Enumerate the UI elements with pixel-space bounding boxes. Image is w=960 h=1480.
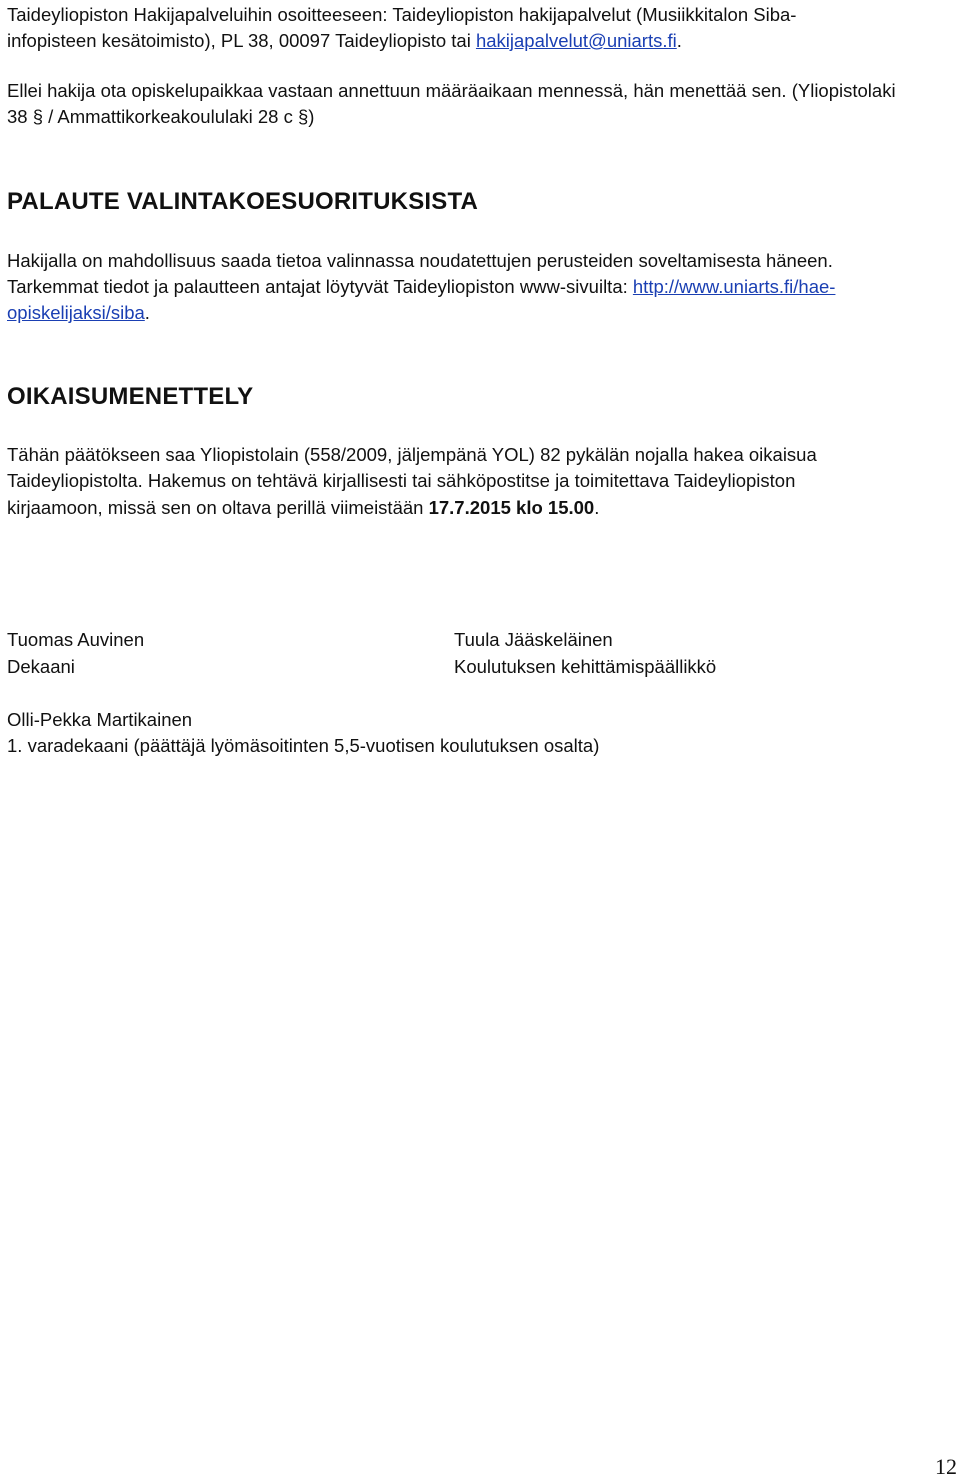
feedback-line-1: Hakijalla on mahdollisuus saada tietoa valinnassa noudatettujen perusteiden soveltamisesta häneen. [7, 250, 833, 271]
website-link-part-1[interactable]: http://www.uniarts.fi/hae- [632, 276, 836, 297]
signatory-1-name: Tuomas Auvinen [7, 629, 145, 650]
feedback-text: Tarkemmat tiedot ja palautteen antajat löytyvät Taideyliopiston www-sivuilta: [7, 276, 633, 297]
feedback-heading: PALAUTE VALINTAKOESUORITUKSISTA [7, 188, 479, 215]
intro-line-2 [7, 28, 682, 54]
feedback-line-3 [7, 300, 150, 326]
deadline-note-line-2: 38 § / Ammattikorkeakoululaki 28 c §) [7, 106, 315, 127]
intro-period: . [676, 30, 682, 51]
signatory-2-name: Tuula Jääskeläinen [454, 629, 613, 650]
appeal-deadline: 17.7.2015 klo 15.00 [428, 497, 595, 518]
appeal-line-2: Taideyliopistolta. Hakemus on tehtävä kirjallisesti tai sähköpostitse ja toimitettava Taideyliopiston [7, 470, 796, 491]
feedback-line-2 [7, 274, 835, 300]
appeal-period: . [594, 497, 600, 518]
signatory-1-title: Dekaani [7, 656, 75, 677]
appeal-line-3 [7, 495, 599, 521]
feedback-period: . [144, 302, 150, 323]
signatory-2-title: Koulutuksen kehittämispäällikkö [454, 656, 717, 677]
website-link-part-2[interactable]: opiskelijaksi/siba [7, 302, 145, 323]
signatory-3-name: Olli-Pekka Martikainen [7, 709, 193, 730]
intro-line-1: Taideyliopiston Hakijapalveluihin osoitteeseen: Taideyliopiston hakijapalvelut (Musiikkitalon Siba- [7, 4, 797, 25]
email-link[interactable]: hakijapalvelut@uniarts.fi [475, 30, 677, 51]
appeal-heading: OIKAISUMENETTELY [7, 383, 254, 410]
appeal-text: kirjaamoon, missä sen on oltava perillä viimeistään [7, 497, 429, 518]
signatory-3-title: 1. varadekaani (päättäjä lyömäsoitinten 5,5-vuotisen koulutuksen osalta) [7, 735, 600, 756]
page-number: 12 [935, 1454, 957, 1479]
intro-text: infopisteen kesätoimisto), PL 38, 00097 Taideyliopisto tai [7, 30, 476, 51]
deadline-note-line-1: Ellei hakija ota opiskelupaikkaa vastaan annettuun määräaikaan mennessä, hän menettää sen. (Yliopistolaki [7, 80, 896, 101]
appeal-line-1: Tähän päätökseen saa Yliopistolain (558/2009, jäljempänä YOL) 82 pykälän nojalla hakea oikaisua [7, 444, 817, 465]
